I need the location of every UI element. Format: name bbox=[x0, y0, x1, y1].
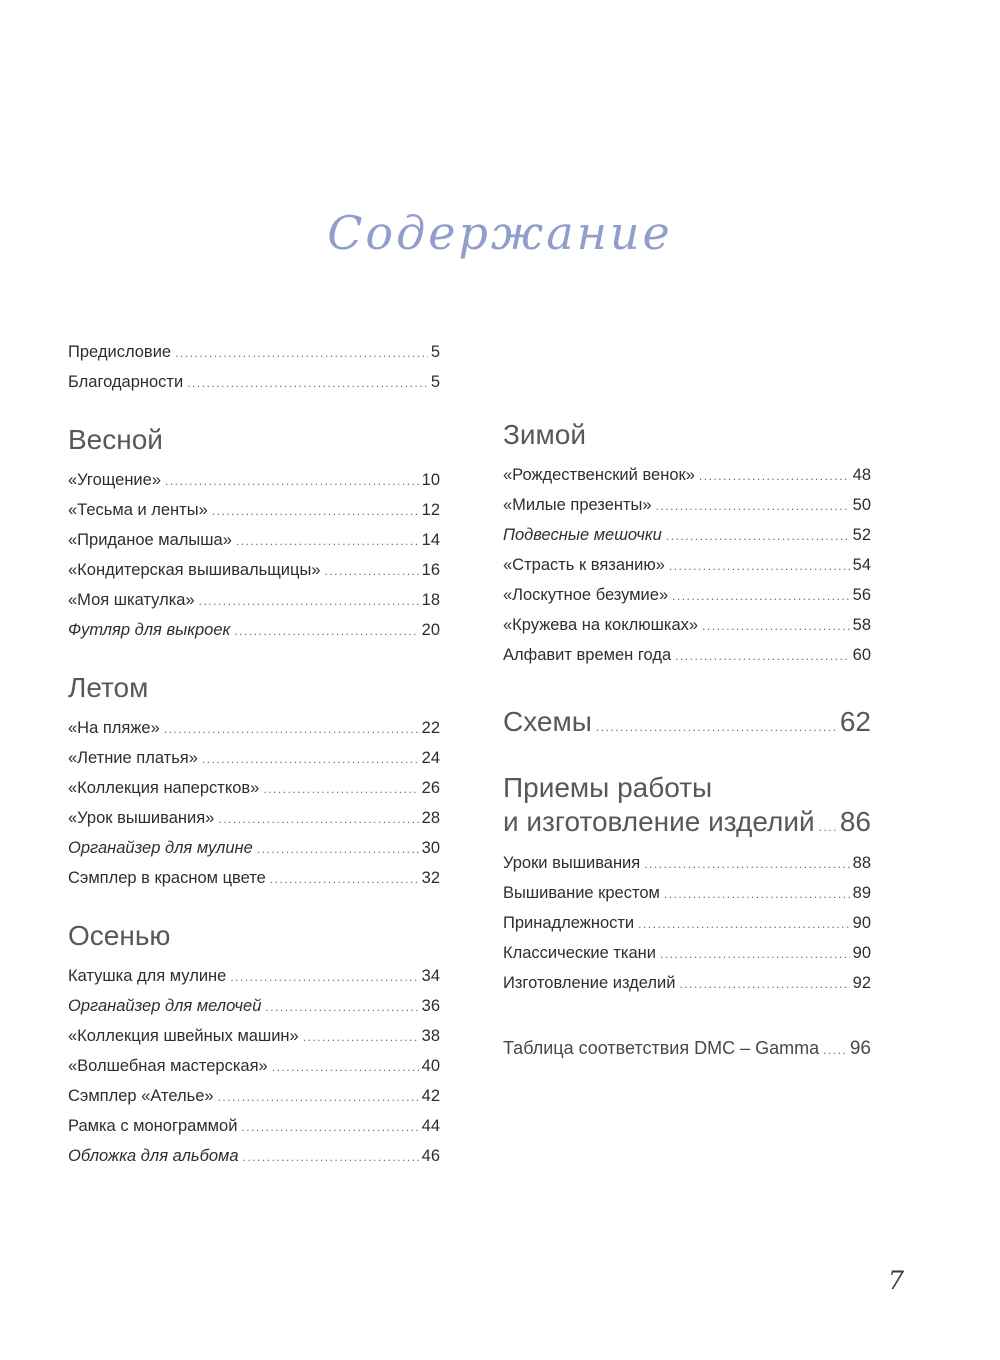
dot-leader bbox=[644, 850, 849, 879]
toc-entry-page: 48 bbox=[852, 466, 871, 484]
toc-entry bbox=[503, 611, 871, 641]
dot-leader bbox=[325, 557, 419, 586]
section-list-winter bbox=[503, 461, 871, 671]
dot-leader bbox=[187, 369, 428, 398]
dot-leader bbox=[243, 1143, 419, 1172]
toc-entry-title: «Рождественский венок» bbox=[503, 466, 695, 484]
toc-entry-page: 40 bbox=[421, 1057, 440, 1075]
toc-entry bbox=[68, 744, 440, 774]
toc-entry-title: Рамка с монограммой bbox=[68, 1117, 238, 1135]
toc-entry bbox=[503, 491, 871, 521]
toc-entry bbox=[503, 849, 871, 879]
section-summer bbox=[68, 671, 440, 894]
schemes-title: Схемы bbox=[503, 706, 592, 737]
dmc-table-entry bbox=[503, 1033, 871, 1065]
toc-entry bbox=[503, 969, 871, 999]
toc-entry bbox=[68, 962, 440, 992]
dot-leader bbox=[265, 993, 418, 1022]
toc-entry-page: 90 bbox=[852, 944, 871, 962]
toc-entry-page: 50 bbox=[852, 496, 871, 514]
toc-entry-page: 52 bbox=[852, 526, 871, 544]
toc-entry bbox=[68, 556, 440, 586]
page-title: Содержание bbox=[327, 206, 673, 260]
dot-leader bbox=[230, 963, 418, 992]
toc-entry-title: Футляр для выкроек bbox=[68, 621, 231, 639]
dot-leader bbox=[660, 940, 850, 969]
section-spring bbox=[68, 423, 440, 646]
toc-entry bbox=[68, 804, 440, 834]
dot-leader bbox=[638, 910, 850, 939]
toc-entry-page: 34 bbox=[421, 967, 440, 985]
section-list-summer bbox=[68, 714, 440, 894]
toc-entry-title: Алфавит времен года bbox=[503, 646, 672, 664]
dot-leader bbox=[165, 467, 419, 496]
techniques-entry bbox=[503, 771, 871, 999]
toc-entry-page: 24 bbox=[421, 749, 440, 767]
toc-entry-page: 28 bbox=[421, 809, 440, 827]
toc-entry-title: «Лоскутное безумие» bbox=[503, 586, 669, 604]
toc-entry bbox=[68, 992, 440, 1022]
section-heading-summer: Летом bbox=[68, 672, 149, 703]
toc-entry-page: 30 bbox=[421, 839, 440, 857]
section-list-spring bbox=[68, 466, 440, 646]
toc-entry-title: «Страсть к вязанию» bbox=[503, 556, 665, 574]
techniques-title-line2: и изготовление изделий bbox=[503, 806, 815, 837]
techniques-title-row bbox=[503, 805, 871, 839]
toc-entry bbox=[68, 526, 440, 556]
toc-entry bbox=[68, 1022, 440, 1052]
dot-leader bbox=[164, 715, 419, 744]
dot-leader bbox=[270, 865, 419, 894]
toc-entry-title: Органайзер для мулине bbox=[68, 839, 253, 857]
section-heading-autumn: Осенью bbox=[68, 920, 171, 951]
toc-entry bbox=[68, 466, 440, 496]
schemes-entry bbox=[503, 705, 871, 739]
toc-entry bbox=[68, 714, 440, 744]
toc-entry bbox=[68, 338, 440, 368]
toc-entry-title: «Коллекция швейных машин» bbox=[68, 1027, 299, 1045]
toc-entry bbox=[68, 864, 440, 894]
toc-entry-title: «Приданое малыша» bbox=[68, 531, 232, 549]
toc-entry-title: Изготовление изделий bbox=[503, 974, 676, 992]
dot-leader bbox=[679, 970, 849, 999]
dot-leader bbox=[702, 612, 850, 641]
techniques-list bbox=[503, 849, 871, 999]
dot-leader bbox=[675, 642, 850, 671]
toc-entry-title: «Кружева на коклюшках» bbox=[503, 616, 699, 634]
dot-leader bbox=[596, 720, 837, 734]
toc-entry-title: Благодарности bbox=[68, 373, 184, 391]
toc-entry-page: 10 bbox=[421, 471, 440, 489]
toc-entry bbox=[68, 586, 440, 616]
toc-entry-title: Сэмплер в красном цвете bbox=[68, 869, 266, 887]
toc-entry-title: «Волшебная мастерская» bbox=[68, 1057, 268, 1075]
toc-entry bbox=[503, 521, 871, 551]
toc-entry bbox=[503, 909, 871, 939]
toc-entry bbox=[68, 1082, 440, 1112]
toc-entry-page: 38 bbox=[421, 1027, 440, 1045]
toc-entry-page: 26 bbox=[421, 779, 440, 797]
dot-leader bbox=[672, 582, 850, 611]
dot-leader bbox=[303, 1023, 419, 1052]
toc-entry-page: 22 bbox=[421, 719, 440, 737]
toc-entry-page: 12 bbox=[421, 501, 440, 519]
toc-entry-title: «Летние платья» bbox=[68, 749, 198, 767]
toc-entry-page: 46 bbox=[421, 1147, 440, 1165]
toc-entry bbox=[503, 879, 871, 909]
dot-leader bbox=[664, 880, 850, 909]
toc-entry-page: 89 bbox=[852, 884, 871, 902]
toc-entry-page: 16 bbox=[421, 561, 440, 579]
toc-entry-title: Вышивание крестом bbox=[503, 884, 660, 902]
toc-entry bbox=[68, 834, 440, 864]
toc-entry bbox=[68, 1052, 440, 1082]
toc-entry-page: 42 bbox=[421, 1087, 440, 1105]
dot-leader bbox=[234, 617, 418, 646]
toc-entry-title: Подвесные мешочки bbox=[503, 526, 662, 544]
toc-entry-title: «Тесьма и ленты» bbox=[68, 501, 208, 519]
toc-entry-page: 88 bbox=[852, 854, 871, 872]
section-winter bbox=[503, 418, 871, 671]
toc-entry-page: 5 bbox=[430, 343, 440, 361]
toc-entry-page: 44 bbox=[421, 1117, 440, 1135]
dot-leader bbox=[257, 835, 419, 864]
toc-entry-page: 92 bbox=[852, 974, 871, 992]
toc-entry-title: Катушка для мулине bbox=[68, 967, 227, 985]
toc-entry-page: 56 bbox=[852, 586, 871, 604]
toc-entry-page: 58 bbox=[852, 616, 871, 634]
toc-entry-title: «Угощение» bbox=[68, 471, 161, 489]
toc-entry-title: Предисловие bbox=[68, 343, 172, 361]
dot-leader bbox=[202, 745, 419, 774]
toc-entry-page: 32 bbox=[421, 869, 440, 887]
toc-entry-page: 20 bbox=[421, 621, 440, 639]
dot-leader bbox=[199, 587, 419, 616]
toc-entry bbox=[68, 616, 440, 646]
toc-entry bbox=[68, 496, 440, 526]
toc-entry-title: Сэмплер «Ателье» bbox=[68, 1087, 214, 1105]
techniques-page: 86 bbox=[839, 806, 871, 837]
toc-entry-title: «Урок вышивания» bbox=[68, 809, 215, 827]
toc-right-column bbox=[503, 418, 871, 1065]
toc-entry-title: Обложка для альбома bbox=[68, 1147, 239, 1165]
page-number: 7 bbox=[888, 1266, 904, 1295]
toc-entry-title: «Милые презенты» bbox=[503, 496, 652, 514]
toc-entry-page: 36 bbox=[421, 997, 440, 1015]
toc-entry bbox=[503, 581, 871, 611]
toc-entry-title: «Моя шкатулка» bbox=[68, 591, 195, 609]
toc-entry-title: Классические ткани bbox=[503, 944, 656, 962]
toc-entry bbox=[503, 641, 871, 671]
toc-entry bbox=[68, 1142, 440, 1172]
section-autumn bbox=[68, 919, 440, 1172]
section-heading-spring: Весной bbox=[68, 424, 163, 455]
toc-entry bbox=[68, 774, 440, 804]
techniques-title-line1: Приемы работы bbox=[503, 772, 713, 803]
dot-leader bbox=[823, 1035, 847, 1065]
toc-entry-page: 5 bbox=[430, 373, 440, 391]
toc-entry-title: «Коллекция наперстков» bbox=[68, 779, 260, 797]
toc-entry-page: 14 bbox=[421, 531, 440, 549]
toc-entry bbox=[68, 368, 440, 398]
dmc-table-page: 96 bbox=[849, 1038, 871, 1059]
dot-leader bbox=[699, 462, 850, 491]
dmc-table-title: Таблица соответствия DMC – Gamma bbox=[503, 1038, 820, 1058]
dot-leader bbox=[175, 339, 428, 368]
dot-leader bbox=[236, 527, 419, 556]
toc-left-column bbox=[68, 338, 440, 1172]
toc-entry-title: «Кондитерская вышивальщицы» bbox=[68, 561, 321, 579]
toc-entry-page: 60 bbox=[852, 646, 871, 664]
dot-leader bbox=[669, 552, 850, 581]
dot-leader bbox=[218, 805, 418, 834]
dot-leader bbox=[241, 1113, 418, 1142]
dot-leader bbox=[819, 820, 837, 834]
section-list-autumn bbox=[68, 962, 440, 1172]
schemes-page: 62 bbox=[839, 706, 871, 737]
toc-entry-page: 18 bbox=[421, 591, 440, 609]
dot-leader bbox=[212, 497, 419, 526]
toc-entry bbox=[503, 939, 871, 969]
dot-leader bbox=[666, 522, 850, 551]
toc-entry-page: 54 bbox=[852, 556, 871, 574]
dot-leader bbox=[272, 1053, 419, 1082]
dot-leader bbox=[263, 775, 418, 804]
toc-entry bbox=[503, 551, 871, 581]
dot-leader bbox=[218, 1083, 419, 1112]
toc-entry bbox=[68, 1112, 440, 1142]
section-heading-winter: Зимой bbox=[503, 419, 587, 450]
dot-leader bbox=[656, 492, 850, 521]
toc-entry bbox=[503, 461, 871, 491]
front-matter-list bbox=[68, 338, 440, 398]
toc-entry-page: 90 bbox=[852, 914, 871, 932]
toc-entry-title: Принадлежности bbox=[503, 914, 635, 932]
toc-entry-title: Уроки вышивания bbox=[503, 854, 641, 872]
toc-entry-title: Органайзер для мелочей bbox=[68, 997, 262, 1015]
toc-entry-title: «На пляже» bbox=[68, 719, 160, 737]
